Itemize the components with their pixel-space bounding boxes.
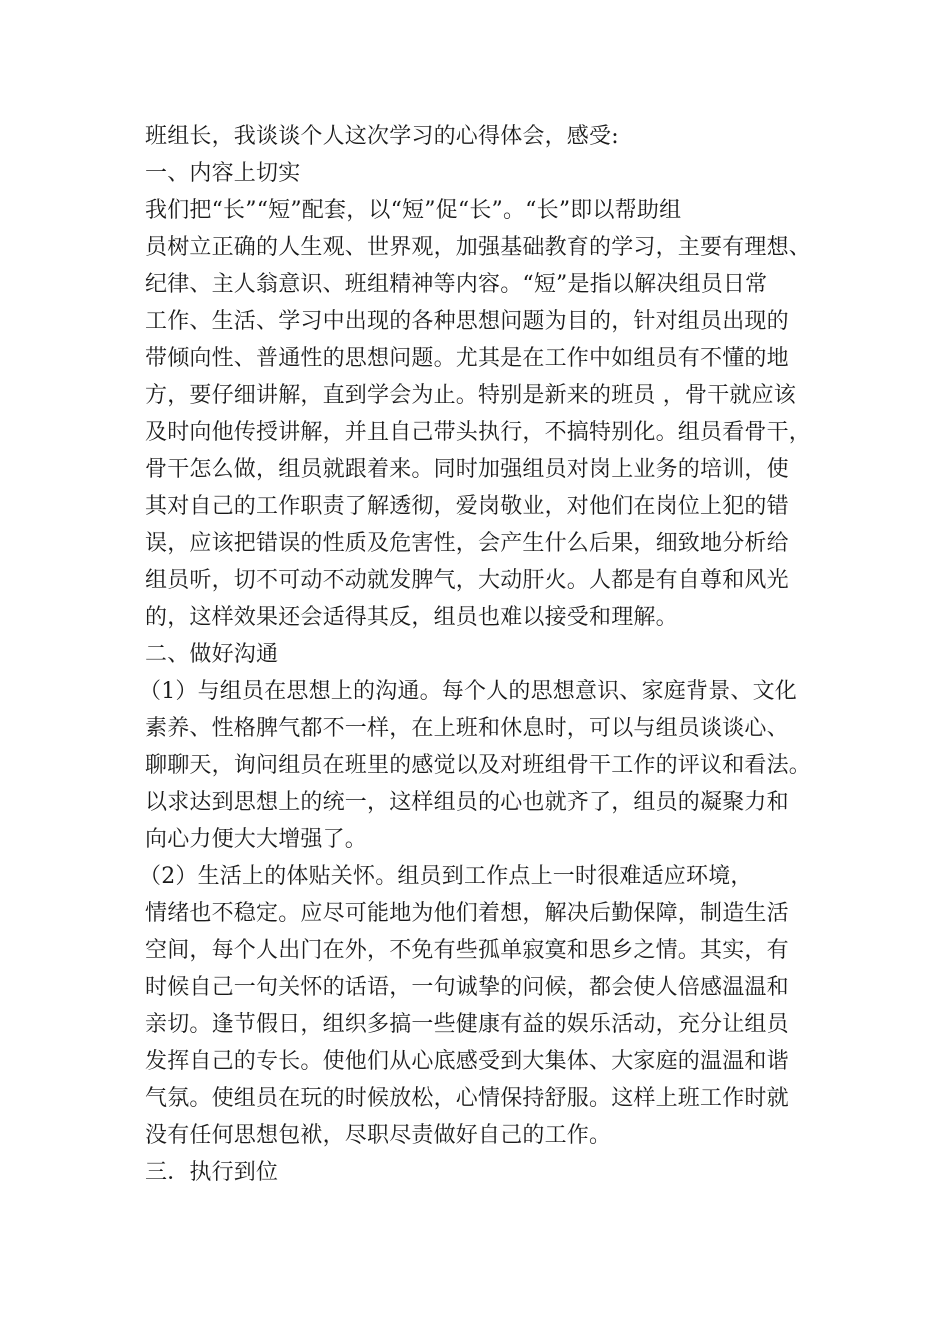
paragraph-line: 亲切。逢节假日，组织多搞一些健康有益的娱乐活动，充分让组员 — [145, 1012, 789, 1037]
paragraph-line: （1）与组员在思想上的沟通。每个人的思想意识、家庭背景、文化 — [139, 679, 797, 704]
section-heading-2: 二、做好沟通 — [145, 642, 279, 667]
paragraph-line: （2）生活上的体贴关怀。组员到工作点上一时很难适应环境， — [139, 864, 753, 889]
paragraph-line: 工作、生活、学习中出现的各种思想问题为目的，针对组员出现的 — [145, 309, 789, 334]
paragraph-line: 时候自己一句关怀的话语，一句诚挚的问候，都会使人倍感温温和 — [145, 975, 789, 1000]
paragraph-line: 我们把“长”“短”配套，以“短”促“长”。“长”即以帮助组 — [145, 198, 682, 223]
paragraph-line: 带倾向性、普通性的思想问题。尤其是在工作中如组员有不懂的地 — [145, 346, 789, 371]
paragraph-line: 向心力便大大增强了。 — [145, 827, 368, 852]
paragraph-line: 误，应该把错误的性质及危害性，会产生什么后果，细致地分析给 — [145, 531, 789, 556]
section-heading-3: 三．执行到位 — [145, 1160, 279, 1185]
paragraph-line: 发挥自己的专长。使他们从心底感受到大集体、大家庭的温温和谐 — [145, 1049, 789, 1074]
paragraph-line: 骨干怎么做，组员就跟着来。同时加强组员对岗上业务的培训，使 — [145, 457, 789, 482]
paragraph-line: 其对自己的工作职责了解透彻，爱岗敬业，对他们在岗位上犯的错 — [145, 494, 789, 519]
paragraph-line: 员树立正确的人生观、世界观，加强基础教育的学习，主要有理想、 — [145, 235, 812, 260]
paragraph-line: 方，要仔细讲解，直到学会为止。特别是新来的班员 ，骨干就应该 — [145, 383, 796, 408]
intro-line: 班组长，我谈谈个人这次学习的心得体会，感受: — [145, 124, 619, 149]
document-body — [139, 118, 825, 1191]
paragraph-line: 聊聊天，询问组员在班里的感觉以及对班组骨干工作的评议和看法。 — [145, 753, 812, 778]
paragraph-line: 的，这样效果还会适得其反，组员也难以接受和理解。 — [145, 605, 678, 630]
paragraph-line: 气氛。使组员在玩的时候放松，心情保持舒服。这样上班工作时就 — [145, 1086, 789, 1111]
paragraph-line: 没有任何思想包袱，尽职尽责做好自己的工作。 — [145, 1123, 612, 1148]
paragraph-line: 组员听，切不可动不动就发脾气，大动肝火。人都是有自尊和风光 — [145, 568, 789, 593]
paragraph-line: 空间，每个人出门在外，不免有些孤单寂寞和思乡之情。其实，有 — [145, 938, 789, 963]
section-heading-1: 一、内容上切实 — [145, 161, 301, 186]
paragraph-line: 及时向他传授讲解，并且自己带头执行，不搞特别化。组员看骨干， — [145, 420, 812, 445]
paragraph-line: 纪律、主人翁意识、班组精神等内容。“短”是指以解决组员日常 — [145, 272, 768, 297]
paragraph-line: 情绪也不稳定。应尽可能地为他们着想，解决后勤保障，制造生活 — [145, 901, 789, 926]
paragraph-line: 素养、性格脾气都不一样，在上班和休息时，可以与组员谈谈心、 — [145, 716, 789, 741]
paragraph-line: 以求达到思想上的统一，这样组员的心也就齐了，组员的凝聚力和 — [145, 790, 789, 815]
